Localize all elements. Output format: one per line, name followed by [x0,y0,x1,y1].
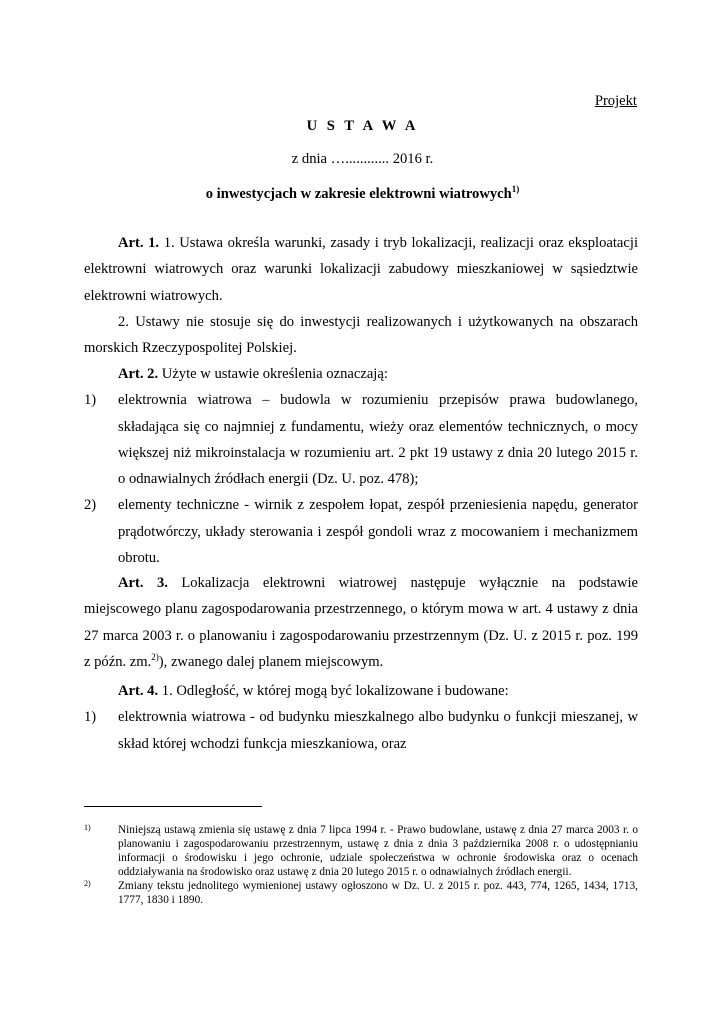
article-1-text-1: 1. Ustawa określa warunki, zasady i tryb lokalizacji, realizacji oraz eksploatacji elektrowni wiatrowych oraz warunki lokalizacji zabudowy mieszkaniowej w sąsiedztwie elektrowni wiatrowych. [84,235,638,304]
article-2-intro-text: Użyte w ustawie określenia oznaczają: [161,366,388,382]
subject-footnote-ref: 1) [511,184,520,195]
article-1-paragraph-1 [84,230,638,309]
article-3-text: Lokalizacja elektrowni wiatrowej następuje wyłącznie na podstawie miejscowego planu zagospodarowania przestrzennego, o którym mowa w art. 4 ustawy z dnia 27 marca 2003 r. o planowaniu i zagospodarowaniu przestrzennym (Dz. U. z 2015 r. poz. 199 z późn. zm. [84,575,638,670]
article-1-text-2: 2. Ustawy nie stosuje się do inwestycji realizowanych i użytkowanych na obszarach morskich Rzeczypospolitej Polskiej. [84,313,638,357]
list-number: 1) [84,709,97,726]
article-1-paragraph-2 [84,309,638,362]
article-4 [84,678,638,757]
footnotes [84,824,638,907]
footnote-number: 2) [84,878,91,888]
list-item-text: elementy techniczne - wirnik z zespołem łopat, zespół przeniesienia napędu, generator prądotwórczy, układy sterowania i zespół gondoli wraz z mocowaniem i mechanizmem obrotu. [118,497,638,567]
article-2-label: Art. 2. [118,366,159,382]
article-4-intro [84,678,638,704]
projekt-label: Projekt [594,93,637,109]
document-date: z dnia …............ 2016 r. [291,151,434,167]
footnote-divider [84,806,262,807]
article-4-label: Art. 4. [118,683,159,699]
article-2 [84,361,638,571]
list-item-text: elektrownia wiatrowa – budowla w rozumieniu przepisów prawa budowlanego, składająca się co najmniej z fundamentu, wieży oraz elementów technicznych, o mocy większej niż mikroinstalacja w rozumieniu art. 2 pkt 19 ustawy z dnia 20 lutego 2015 r. o odnawialnych źródłach energii (Dz. U. poz. 478); [118,392,638,488]
article-3-text-end: ), zwanego dalej planem miejscowym. [158,653,384,670]
article-3-label: Art. 3. [118,575,168,591]
list-number: 2) [84,497,97,514]
footnote-text: Zmiany tekstu jednolitego wymienionej ustawy ogłoszono w Dz. U. z 2015 r. poz. 443, 774, 1265, 1434, 1713, 1777, 1830 i 1890. [118,879,638,906]
list-number: 1) [84,392,97,409]
subject-text: o inwestycjach w zakresie elektrowni wiatrowych [205,186,512,202]
article-3-footnote-ref: 2) [151,652,159,663]
article-4-intro-text: 1. Odległość, w której mogą być lokalizowane i budowane: [161,683,509,699]
document-subject [0,186,725,203]
article-3 [84,570,638,675]
footnote-number: 1) [84,823,91,832]
article-2-item-1 [84,387,638,492]
article-1 [84,230,638,361]
article-4-item-1 [84,704,638,757]
footnote-2 [84,880,638,908]
article-3-paragraph [84,570,638,675]
footnote-1 [84,824,638,880]
document-title: U S T A W A [306,118,419,134]
article-1-label: Art. 1. [118,235,160,251]
article-2-intro [84,361,638,387]
article-2-item-2 [84,492,638,571]
footnote-text: Niniejszą ustawą zmienia się ustawę z dnia 7 lipca 1994 r. - Prawo budowlane, ustawę z dnia 27 marca 2003 r. o planowaniu i zagospodarowaniu przestrzennym, ustawę z dnia z dnia 3 października 2008 r. o udostępnianiu informacji o środowisku i jego ochronie, udziale społeczeństwa w ochronie środowiska oraz o ocenach oddziaływania na środowisko oraz ustawę z dnia 20 lutego 2015 r. o odnawialnych źródłach energii. [118,824,638,878]
list-item-text: elektrownia wiatrowa - od budynku mieszkalnego albo budynku o funkcji mieszanej, w skład której wchodzi funkcja mieszkaniowa, oraz [118,709,638,752]
